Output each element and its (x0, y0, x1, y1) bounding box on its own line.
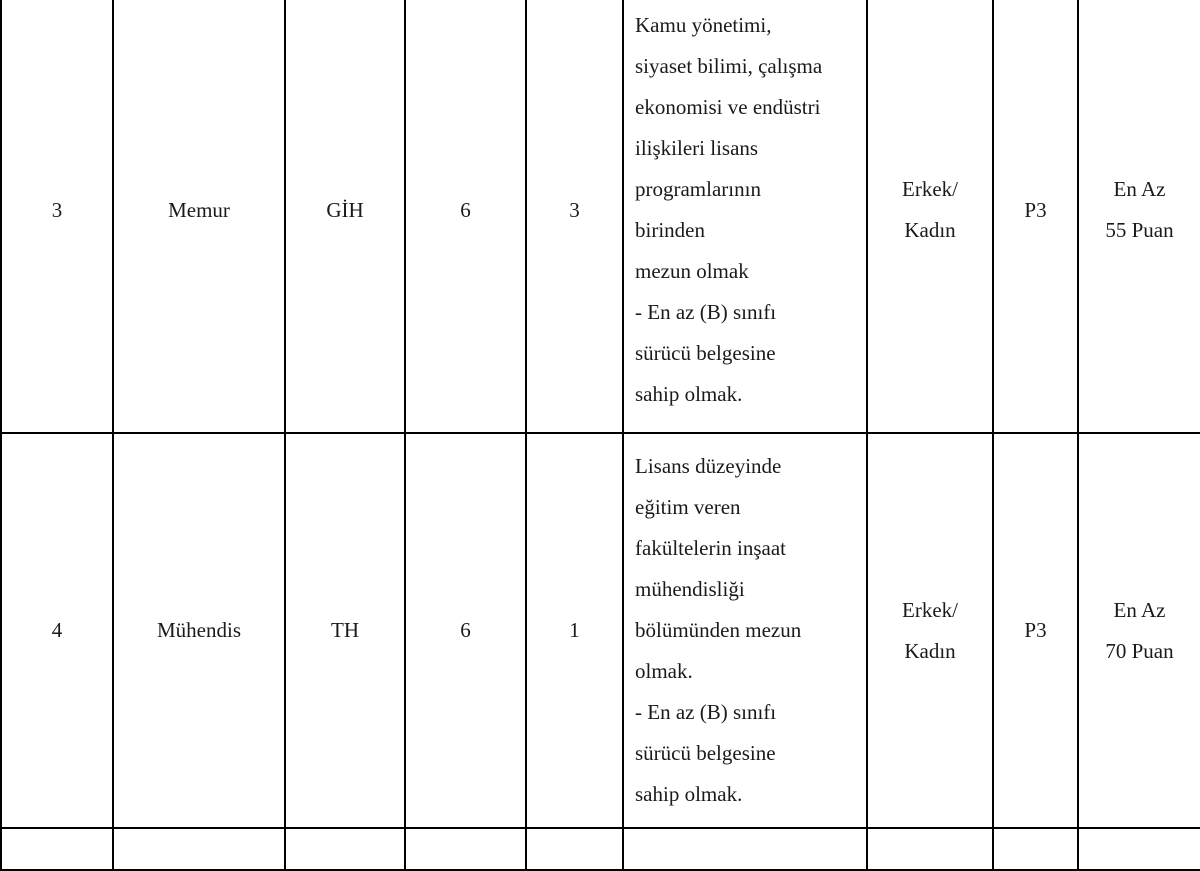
empty-cell (405, 828, 526, 870)
empty-cell (623, 828, 867, 870)
cell-score-type: P3 (993, 0, 1078, 433)
requirement-line: programlarının (635, 177, 761, 202)
empty-cell (285, 828, 405, 870)
cell-number: 3 (1, 0, 113, 433)
requirement-line: sürücü belgesine (635, 340, 776, 365)
requirement-line: Kamu yönetimi, (635, 13, 772, 38)
requirement-line: - En az (B) sınıfı (635, 699, 777, 724)
table-row (1, 0, 1200, 433)
empty-cell (1, 828, 113, 870)
empty-cell (867, 828, 993, 870)
gender-line: Kadın (904, 218, 956, 242)
requirement-line: ilişkileri lisans (635, 136, 759, 161)
empty-cell (113, 828, 285, 870)
requirement-line: - En az (B) sınıfı (635, 299, 777, 324)
cell-score-type: P3 (993, 433, 1078, 828)
table-row-partial (1, 828, 1200, 870)
cell-unit: GİH (285, 0, 405, 433)
gender-line: Kadın (904, 638, 956, 663)
cell-position-title: Memur (113, 0, 285, 433)
cell-gender (867, 433, 993, 828)
empty-cell (1078, 828, 1200, 870)
cell-grade: 6 (405, 0, 526, 433)
requirement-line: sahip olmak. (635, 381, 743, 406)
cell-count: 3 (526, 0, 623, 433)
empty-cell (993, 828, 1078, 870)
min-score-line: 55 Puan (1105, 218, 1174, 242)
requirement-line: eğitim veren (635, 495, 741, 520)
min-score-line: En Az (1113, 597, 1166, 622)
min-score-line: 70 Puan (1105, 638, 1174, 663)
requirement-line: sahip olmak. (635, 781, 743, 806)
gender-line: Erkek/ (902, 177, 958, 202)
cell-number: 4 (1, 433, 113, 828)
cell-count: 1 (526, 433, 623, 828)
min-score-line: En Az (1113, 177, 1166, 202)
requirement-line: siyaset bilimi, çalışma (635, 54, 823, 79)
cell-unit: TH (285, 433, 405, 828)
requirement-line: sürücü belgesine (635, 740, 776, 765)
cell-min-score (1078, 0, 1200, 433)
requirement-line: mühendisliği (635, 577, 745, 602)
cell-gender (867, 0, 993, 433)
requirement-line: bölümünden mezun (635, 618, 802, 643)
cell-requirements (623, 0, 867, 433)
requirement-line: ekonomisi ve endüstri (635, 95, 821, 120)
requirement-line: birinden (635, 218, 705, 242)
cell-grade: 6 (405, 433, 526, 828)
cell-position-title: Mühendis (113, 433, 285, 828)
requirement-line: Lisans düzeyinde (635, 454, 782, 479)
gender-line: Erkek/ (902, 597, 958, 622)
cell-min-score (1078, 433, 1200, 828)
requirement-line: olmak. (635, 658, 693, 683)
table-row (1, 433, 1200, 828)
requirement-line: fakültelerin inşaat (635, 536, 787, 561)
requirement-line: mezun olmak (635, 258, 749, 283)
cell-requirements (623, 433, 867, 828)
empty-cell (526, 828, 623, 870)
